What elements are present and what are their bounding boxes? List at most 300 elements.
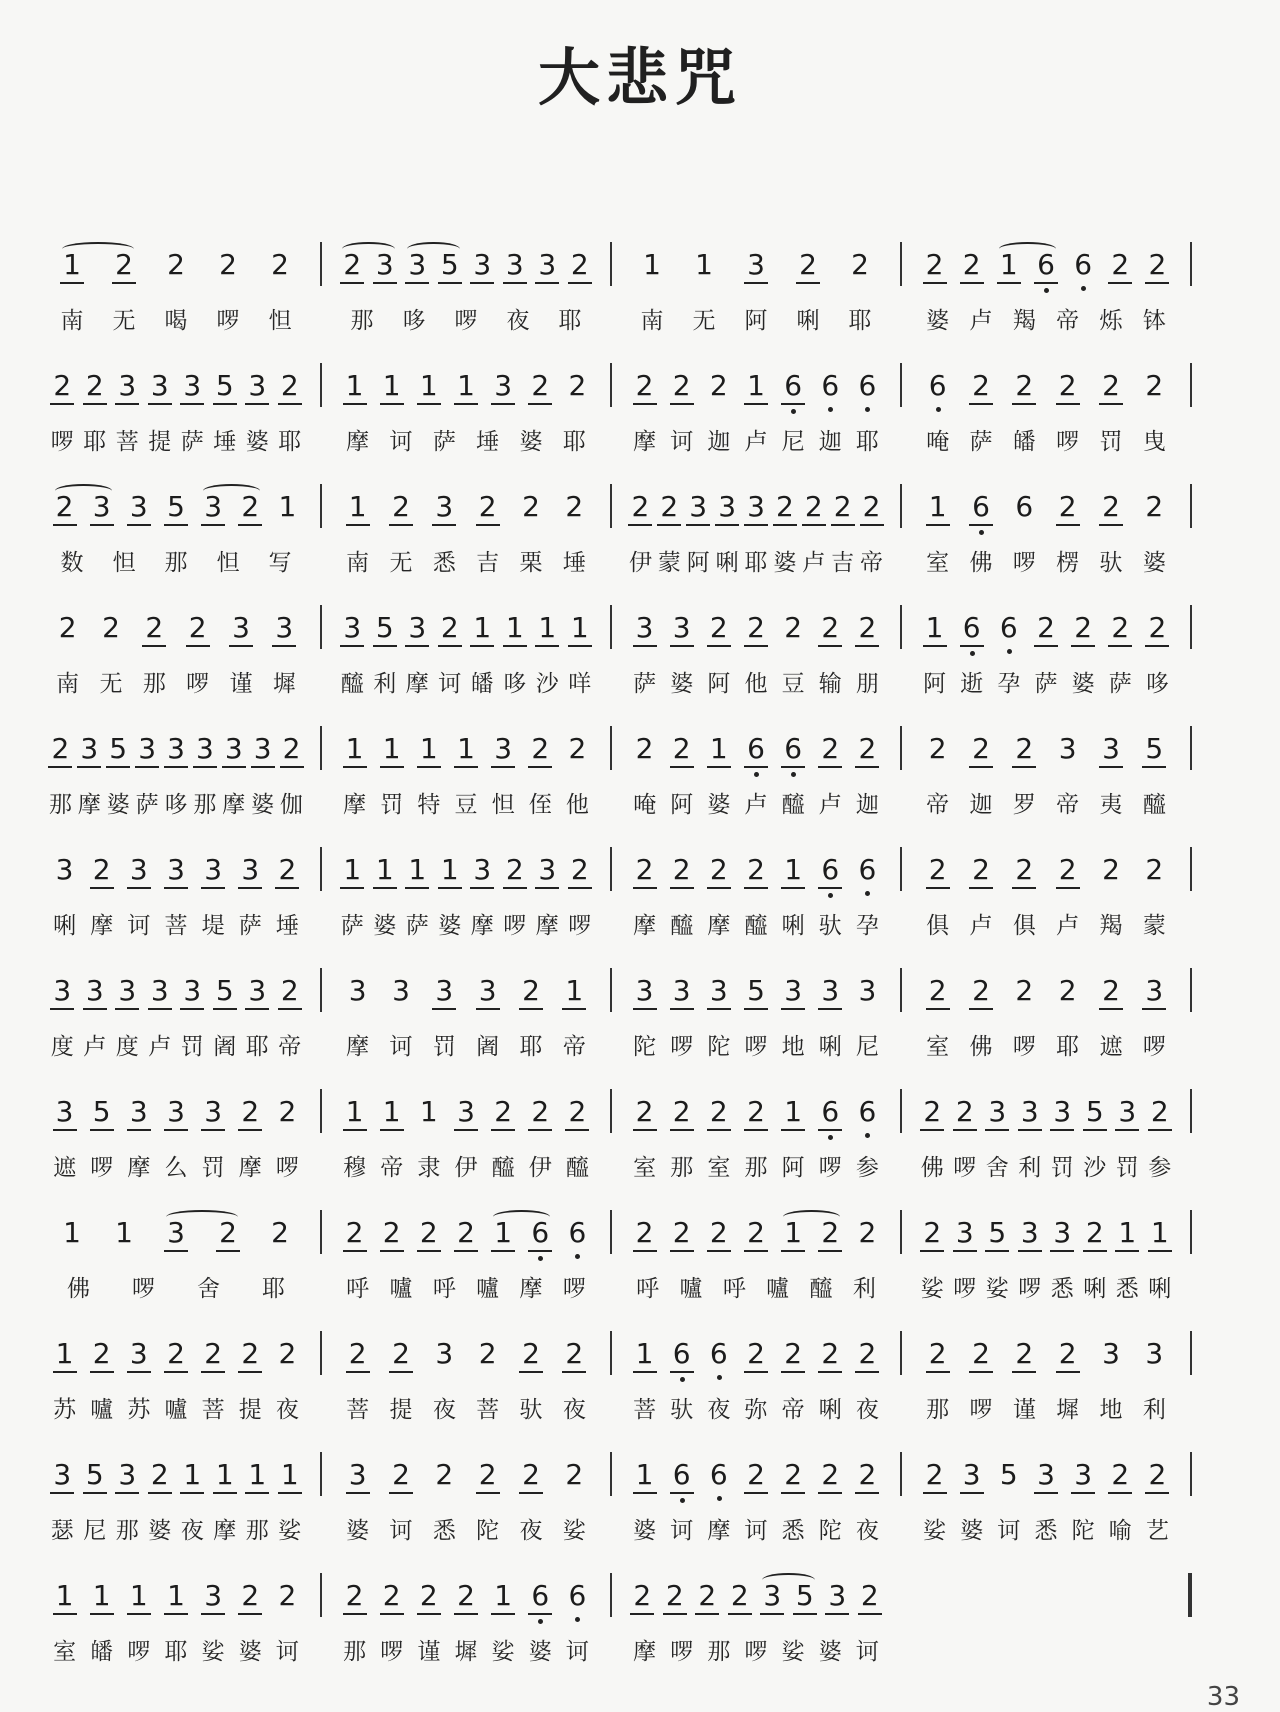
lyric-char: 唎 — [1083, 1276, 1107, 1302]
note: 1 — [380, 1095, 404, 1131]
barline — [1190, 363, 1192, 407]
note: 3 — [245, 974, 269, 1010]
lyric-char: 婆 — [528, 1639, 552, 1665]
note: 3 — [1099, 732, 1123, 768]
note-line — [40, 611, 322, 661]
note: 2 — [920, 1095, 944, 1131]
lyric-char: 唎 — [818, 1397, 842, 1423]
lyric-char: 阿 — [744, 308, 768, 334]
lyric-char: 利 — [373, 671, 397, 697]
lyric-char: 婆 — [238, 1639, 262, 1665]
measure — [910, 353, 1192, 463]
lyric-char: 迦 — [855, 792, 879, 818]
lyric-char: 孕 — [855, 913, 879, 939]
note-line — [330, 248, 612, 298]
lyric-char: 阿 — [781, 1155, 805, 1181]
note: 3 — [1142, 974, 1166, 1010]
lyric-char: 诃 — [389, 1518, 413, 1544]
barline — [900, 1210, 902, 1254]
note: 1 — [343, 369, 367, 405]
note-line — [620, 1458, 902, 1508]
lyric-char: 菩 — [115, 429, 139, 455]
lyric-char: 俱 — [926, 913, 950, 939]
lyric-char: 摩 — [470, 913, 494, 939]
measure — [910, 474, 1192, 584]
lyric-char: 哆 — [164, 792, 188, 818]
note: 3 — [476, 974, 500, 1010]
note-line — [620, 1095, 902, 1145]
note: 2 — [476, 1458, 500, 1494]
lyric-char: 呼 — [346, 1276, 370, 1302]
note: 6 — [926, 369, 950, 403]
note: 3 — [251, 732, 275, 768]
note: 5 — [438, 248, 462, 284]
barline — [320, 968, 322, 1012]
barline — [610, 605, 612, 649]
lyric-line — [330, 1030, 612, 1070]
slur-mark — [62, 242, 134, 256]
lyric-char: 婆 — [926, 308, 950, 334]
note: 2 — [90, 853, 114, 889]
note: 2 — [851, 248, 869, 281]
note: 1 — [491, 1216, 515, 1252]
note: 2 — [969, 1337, 993, 1373]
page-title: 大悲咒 — [537, 41, 742, 114]
note: 3 — [670, 611, 694, 647]
barline — [1190, 1331, 1192, 1375]
lyric-char: 阇 — [476, 1034, 500, 1060]
lyric-char: 摩 — [633, 429, 657, 455]
note: 2 — [709, 369, 728, 402]
measure — [620, 595, 902, 705]
lyric-char: 啰 — [186, 671, 210, 697]
note: 3 — [115, 369, 139, 405]
measure — [620, 837, 902, 947]
note-line — [620, 369, 902, 419]
lyric-char: 室 — [633, 1155, 657, 1181]
barline — [610, 1331, 612, 1375]
note: 3 — [83, 974, 107, 1010]
lyric-char: 尼 — [83, 1518, 107, 1544]
note: 3 — [858, 974, 877, 1007]
note: 2 — [855, 1337, 879, 1373]
lyric-char: 娑 — [920, 1276, 944, 1302]
note: 2 — [1145, 248, 1169, 284]
lyric-char: 帝 — [860, 550, 884, 576]
note: 2 — [633, 369, 657, 405]
note: 2 — [528, 1095, 552, 1131]
note: 3 — [373, 248, 397, 284]
lyric-char: 啰 — [744, 1034, 768, 1060]
barline — [1190, 484, 1192, 528]
lyric-line — [40, 1514, 322, 1554]
lyric-char: 耶 — [558, 308, 582, 334]
note: 2 — [695, 1579, 719, 1615]
note: 1 — [454, 369, 478, 405]
note: 1 — [373, 853, 397, 889]
lyric-char: 啰 — [216, 308, 240, 334]
lyric-char: 摩 — [346, 429, 370, 455]
note: 2 — [50, 369, 74, 405]
barline — [610, 726, 612, 770]
lyric-char: 咩 — [568, 671, 592, 697]
note: 3 — [180, 369, 204, 405]
lyric-char: 耶 — [855, 429, 879, 455]
lyric-char: 谨 — [417, 1639, 441, 1665]
lyric-char: 帝 — [1056, 792, 1080, 818]
measure — [910, 1321, 1192, 1431]
note: 2 — [855, 732, 879, 768]
note: 3 — [164, 853, 188, 889]
lyric-char: 啰 — [275, 1155, 299, 1181]
measure — [330, 1321, 612, 1431]
lyric-char: 啰 — [1142, 1034, 1166, 1060]
note: 1 — [562, 974, 586, 1010]
lyric-line — [910, 1393, 1192, 1433]
note: 2 — [1145, 611, 1169, 647]
measure — [330, 353, 612, 463]
note: 3 — [340, 611, 364, 647]
lyric-char: 悉 — [1034, 1518, 1058, 1544]
note: 3 — [164, 1095, 188, 1131]
lyric-char: 啰 — [953, 1155, 977, 1181]
lyric-char: 南 — [346, 550, 370, 576]
barline — [900, 968, 902, 1012]
note: 1 — [343, 1095, 367, 1131]
note: 6 — [855, 369, 879, 403]
lyric-char: 啰 — [1018, 1276, 1042, 1302]
note: 1 — [417, 732, 441, 768]
barline — [1190, 726, 1192, 770]
note: 1 — [53, 1579, 77, 1615]
note: 2 — [568, 369, 587, 402]
lyric-char: 度 — [115, 1034, 139, 1060]
lyric-char: 唎 — [53, 913, 77, 939]
note: 1 — [535, 611, 559, 647]
note: 3 — [670, 974, 694, 1010]
note: 2 — [969, 974, 993, 1010]
lyric-line — [620, 1272, 902, 1312]
lyric-char: 堤 — [201, 913, 225, 939]
note: 2 — [969, 369, 993, 405]
note: 6 — [969, 490, 993, 526]
lyric-char: 陀 — [633, 1034, 657, 1060]
lyric-char: 皤 — [90, 1639, 114, 1665]
lyric-char: 夜 — [707, 1397, 731, 1423]
lyric-char: 耶 — [278, 429, 302, 455]
note-line — [620, 1216, 902, 1266]
lyric-char: 驮 — [1099, 550, 1123, 576]
lyric-char: 豆 — [781, 671, 805, 697]
barline — [900, 484, 902, 528]
barline — [900, 1089, 902, 1133]
note: 6 — [670, 1458, 694, 1494]
note: 2 — [953, 1095, 977, 1131]
lyric-char: 那 — [670, 1155, 694, 1181]
measure — [620, 1079, 902, 1189]
note: 1 — [454, 732, 478, 768]
note: 2 — [454, 1216, 478, 1252]
note: 2 — [670, 1216, 694, 1252]
lyric-char: 卢 — [802, 550, 826, 576]
lyric-line — [330, 425, 612, 465]
measure — [330, 1079, 612, 1189]
note: 2 — [744, 611, 768, 647]
lyric-char: 阇 — [213, 1034, 237, 1060]
note: 2 — [707, 853, 731, 889]
note: 2 — [670, 369, 694, 405]
note: 2 — [657, 490, 681, 526]
lyric-line — [330, 1635, 612, 1675]
lyric-char: 萨 — [432, 429, 456, 455]
note: 2 — [1015, 974, 1034, 1007]
measure — [910, 1079, 1192, 1189]
barline — [320, 242, 322, 286]
lyric-char: 娑 — [201, 1639, 225, 1665]
note: 2 — [663, 1579, 687, 1615]
lyric-char: 啰 — [1056, 429, 1080, 455]
note: 2 — [278, 974, 302, 1010]
lyric-char: 耶 — [83, 429, 107, 455]
lyric-char: 萨 — [1108, 671, 1132, 697]
lyric-char: 陀 — [818, 1518, 842, 1544]
barline — [900, 847, 902, 891]
note: 2 — [920, 1216, 944, 1252]
note: 2 — [278, 1337, 297, 1370]
note: 2 — [238, 1095, 262, 1131]
note: 2 — [271, 248, 289, 281]
note: 3 — [432, 490, 456, 526]
lyric-char: 墀 — [272, 671, 296, 697]
lyric-char: 陀 — [707, 1034, 731, 1060]
lyric-char: 诃 — [997, 1518, 1021, 1544]
note: 2 — [519, 974, 543, 1010]
lyric-char: 啰 — [744, 1639, 768, 1665]
lyric-char: 诃 — [565, 1639, 589, 1665]
note: 6 — [528, 1216, 552, 1252]
slur-mark — [783, 1210, 840, 1224]
lyric-line — [620, 909, 902, 949]
note: 2 — [519, 1458, 543, 1494]
lyric-line — [40, 1151, 322, 1191]
note: 2 — [280, 732, 304, 768]
lyric-char: 迦 — [818, 429, 842, 455]
lyric-char: 婆 — [519, 429, 543, 455]
lyric-char: 墀 — [454, 1639, 478, 1665]
note: 2 — [1108, 248, 1132, 284]
note: 3 — [825, 1579, 849, 1615]
note: 6 — [528, 1579, 552, 1615]
lyric-char: 苏 — [53, 1397, 77, 1423]
note: 6 — [855, 1095, 879, 1129]
note-line — [910, 732, 1192, 782]
lyric-line — [40, 1393, 322, 1433]
note: 1 — [213, 1458, 237, 1494]
lyric-char: 阿 — [707, 671, 731, 697]
lyric-char: 嚧 — [679, 1276, 703, 1302]
lyric-char: 摩 — [633, 913, 657, 939]
note: 3 — [238, 853, 262, 889]
score-row — [40, 1321, 1210, 1431]
note: 1 — [695, 248, 713, 281]
note: 5 — [1142, 732, 1166, 768]
note: 2 — [568, 248, 592, 284]
note-line — [910, 1216, 1192, 1266]
barline — [610, 242, 612, 286]
note: 2 — [565, 1458, 584, 1491]
measure — [910, 1442, 1192, 1552]
note: 5 — [90, 1095, 114, 1131]
note: 3 — [77, 732, 101, 768]
note: 3 — [201, 1579, 225, 1615]
measure — [40, 1321, 322, 1431]
note: 3 — [50, 1458, 74, 1494]
lyric-char: 婆 — [373, 913, 397, 939]
note-line — [620, 611, 902, 661]
barline — [320, 1452, 322, 1496]
lyric-char: 婆 — [106, 792, 130, 818]
lyric-char: 萨 — [135, 792, 159, 818]
note-line — [330, 732, 612, 782]
measure — [330, 232, 612, 342]
note-line — [330, 369, 612, 419]
lyric-char: 伽 — [280, 792, 304, 818]
note: 2 — [1145, 490, 1164, 523]
lyric-char: 啰 — [969, 1397, 993, 1423]
measure — [40, 837, 322, 947]
lyric-char: 耶 — [519, 1034, 543, 1060]
note: 2 — [1099, 490, 1123, 526]
lyric-line — [40, 788, 322, 828]
measure — [620, 716, 902, 826]
lyric-char: 卢 — [818, 792, 842, 818]
lyric-char: 罚 — [380, 792, 404, 818]
lyric-char: 嚧 — [766, 1276, 790, 1302]
note: 2 — [744, 1458, 768, 1494]
lyric-char: 娑 — [278, 1518, 302, 1544]
note: 2 — [435, 1458, 454, 1491]
lyric-char: 婆 — [148, 1518, 172, 1544]
lyric-line — [910, 546, 1192, 586]
note: 2 — [491, 1095, 515, 1131]
lyric-char: 帝 — [1056, 308, 1080, 334]
note: 2 — [278, 1095, 297, 1128]
lyric-char: 地 — [1099, 1397, 1123, 1423]
note-line — [910, 1337, 1192, 1387]
final-barline — [1188, 1573, 1192, 1617]
note: 3 — [1115, 1095, 1139, 1131]
note: 2 — [773, 490, 797, 526]
note: 2 — [926, 974, 950, 1010]
note: 1 — [180, 1458, 204, 1494]
note: 3 — [245, 369, 269, 405]
lyric-char: 摩 — [707, 1518, 731, 1544]
barline — [1190, 1089, 1192, 1133]
note: 3 — [686, 490, 710, 526]
note: 2 — [1071, 611, 1095, 647]
note: 6 — [1071, 248, 1095, 282]
note: 1 — [405, 853, 429, 889]
measure — [910, 1200, 1192, 1310]
lyric-line — [910, 788, 1192, 828]
lyric-char: 耶 — [744, 550, 768, 576]
lyric-char: 蒙 — [657, 550, 681, 576]
barline — [610, 1573, 612, 1617]
note-line — [330, 611, 612, 661]
lyric-line — [620, 304, 902, 344]
lyric-char: 罚 — [201, 1155, 225, 1181]
note: 6 — [997, 611, 1021, 645]
lyric-line — [910, 425, 1192, 465]
lyric-char: 地 — [781, 1034, 805, 1060]
lyric-line — [40, 304, 322, 344]
note: 3 — [148, 974, 172, 1010]
lyric-char: 利 — [1018, 1155, 1042, 1181]
lyric-char: 他 — [744, 671, 768, 697]
note-line — [330, 1579, 612, 1629]
lyric-char: 婆 — [818, 1639, 842, 1665]
lyric-line — [330, 1272, 612, 1312]
note: 2 — [1058, 974, 1077, 1007]
score-row — [40, 716, 1210, 826]
note: 3 — [1050, 1095, 1074, 1131]
lyric-line — [330, 1514, 612, 1554]
score-row — [40, 232, 1210, 342]
note: 1 — [1115, 1216, 1139, 1252]
lyric-char: 楞 — [1056, 550, 1080, 576]
note: 2 — [1145, 369, 1164, 402]
note: 2 — [454, 1579, 478, 1615]
score-row — [40, 353, 1210, 463]
lyric-line — [910, 909, 1192, 949]
measure — [40, 1442, 322, 1552]
lyric-char: 啰 — [503, 913, 527, 939]
note: 5 — [213, 369, 237, 405]
note-line — [910, 1095, 1192, 1145]
measure — [910, 595, 1192, 705]
measure — [620, 232, 902, 342]
lyric-char: 萨 — [1034, 671, 1058, 697]
lyric-char: 羯 — [1099, 913, 1123, 939]
lyric-line — [910, 304, 1192, 344]
lyric-char: 那 — [926, 1397, 950, 1423]
note: 3 — [127, 490, 151, 526]
lyric-line — [40, 1030, 322, 1070]
note: 2 — [670, 732, 694, 768]
lyric-char: 哆 — [503, 671, 527, 697]
slur-mark — [762, 1573, 815, 1587]
note: 2 — [796, 248, 820, 284]
lyric-char: 醯 — [1142, 792, 1166, 818]
lyric-line — [620, 546, 902, 586]
lyric-char: 悉 — [1115, 1276, 1139, 1302]
measure — [910, 958, 1192, 1068]
measure — [620, 1563, 902, 1673]
note: 3 — [491, 732, 515, 768]
lyric-char: 朋 — [855, 671, 879, 697]
note: 6 — [781, 732, 805, 768]
lyric-char: 娑 — [491, 1639, 515, 1665]
measure — [620, 1321, 902, 1431]
note: 3 — [744, 490, 768, 526]
lyric-char: 醯 — [491, 1155, 515, 1181]
note: 3 — [201, 853, 225, 889]
note: 3 — [193, 732, 217, 768]
note-line — [40, 974, 322, 1024]
lyric-char: 罚 — [180, 1034, 204, 1060]
lyric-char: 卢 — [148, 1034, 172, 1060]
note: 2 — [728, 1579, 752, 1615]
